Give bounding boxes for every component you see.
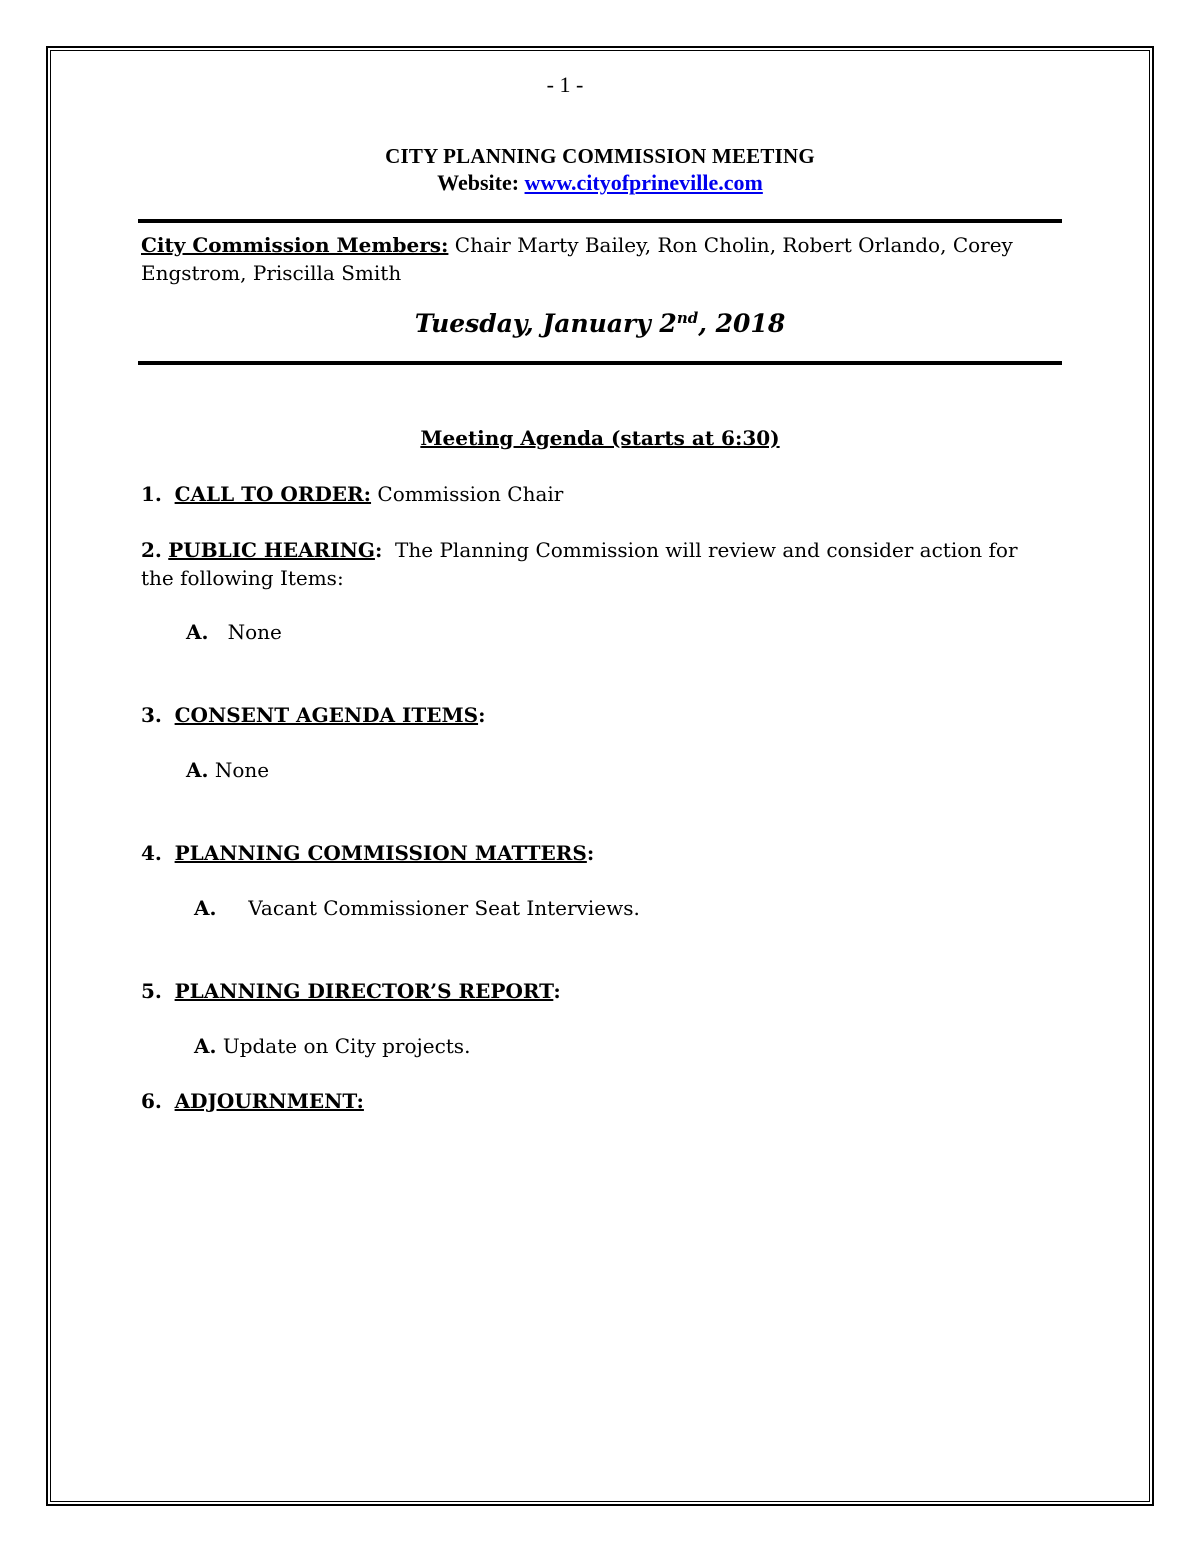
item-title: ADJOURNMENT: bbox=[174, 1089, 364, 1113]
item-colon: : bbox=[478, 703, 486, 727]
item-text: The Planning Commission will review and consider action for the following Items: bbox=[141, 538, 1018, 590]
header-divider-top bbox=[138, 219, 1062, 223]
subitem-text: None bbox=[227, 620, 282, 644]
header-divider-bottom bbox=[138, 361, 1062, 365]
subitem-text: Vacant Commissioner Seat Interviews. bbox=[248, 896, 640, 920]
item-colon: : bbox=[586, 841, 595, 865]
subitem-planning-matters-a bbox=[194, 894, 640, 922]
subitem-text: None bbox=[214, 758, 270, 782]
item-number: 4. bbox=[141, 841, 162, 865]
meeting-date bbox=[0, 309, 1200, 338]
agenda-item-directors-report bbox=[141, 977, 1041, 1005]
item-text: Commission Chair bbox=[377, 482, 564, 506]
item-colon: : bbox=[553, 979, 561, 1003]
agenda-item-planning-commission-matters bbox=[141, 839, 1041, 867]
agenda-item-public-hearing bbox=[141, 536, 1041, 592]
agenda-heading: Meeting Agenda (starts at 6:30) bbox=[420, 426, 780, 450]
document-title: CITY PLANNING COMMISSION MEETING bbox=[385, 144, 815, 168]
item-title: PLANNING COMMISSION MATTERS bbox=[174, 841, 587, 865]
website-line bbox=[0, 170, 1200, 196]
item-title: PUBLIC HEARING bbox=[168, 538, 375, 562]
subitem-letter: A. bbox=[194, 1034, 217, 1058]
item-title: CALL TO ORDER: bbox=[174, 482, 372, 506]
subitem-directors-report-a bbox=[194, 1032, 470, 1060]
date-ordinal-suffix: nd bbox=[676, 309, 699, 327]
agenda-item-call-to-order bbox=[141, 480, 1041, 508]
item-number: 6. bbox=[141, 1089, 162, 1113]
item-number: 5. bbox=[141, 979, 162, 1003]
item-title: CONSENT AGENDA ITEMS bbox=[174, 703, 479, 727]
subitem-letter: A. bbox=[186, 620, 209, 644]
members-names: Chair Marty Bailey, Ron Cholin, Robert Orlando, Corey Engstrom, Priscilla Smith bbox=[141, 233, 1013, 285]
members-label: City Commission Members: bbox=[141, 233, 449, 257]
subitem-text: Update on City projects. bbox=[222, 1034, 471, 1058]
subitem-consent-agenda-a bbox=[186, 756, 269, 784]
item-number: 3. bbox=[141, 703, 162, 727]
item-number: 1. bbox=[141, 482, 162, 506]
item-number: 2. bbox=[141, 538, 162, 562]
page-number: - 1 - bbox=[546, 72, 584, 97]
date-year: , 2018 bbox=[698, 309, 786, 338]
subitem-letter: A. bbox=[186, 758, 209, 782]
item-colon: : bbox=[374, 538, 383, 562]
website-label: Website: bbox=[437, 170, 520, 195]
date-prefix: Tuesday, January 2 bbox=[414, 309, 677, 338]
commission-members bbox=[141, 231, 1041, 287]
subitem-public-hearing-a bbox=[186, 618, 282, 646]
agenda-item-consent-agenda bbox=[141, 701, 1041, 729]
subitem-letter: A. bbox=[194, 896, 217, 920]
agenda-item-adjournment bbox=[141, 1087, 1041, 1115]
website-link[interactable]: www.cityofprineville.com bbox=[524, 170, 763, 195]
item-title: PLANNING DIRECTOR’S REPORT bbox=[174, 979, 554, 1003]
